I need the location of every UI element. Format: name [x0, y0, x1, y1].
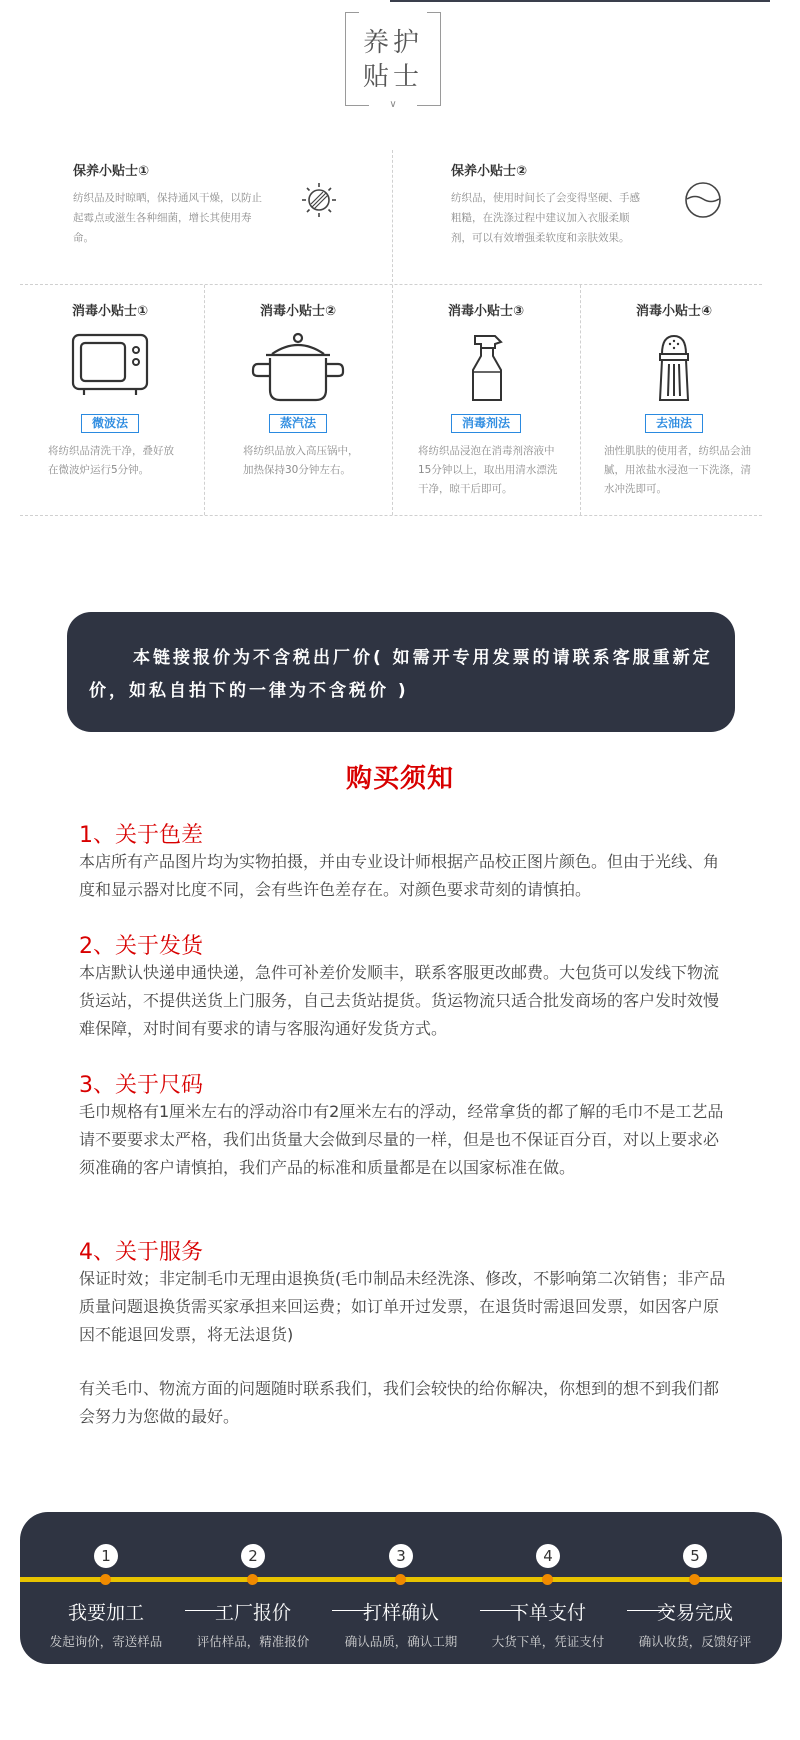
purchase-notice-title: 购买须知 [345, 764, 454, 794]
method-tag: 消毒剂法 [451, 414, 521, 433]
pressure-cooker-icon [250, 332, 346, 408]
notice-body-shipping: 本店默认快递申通快递，急件可补差价发顺丰，联系客服更改邮费。大包货可以发线下物流货运站，不提供送货上门服务，自己去货站提货。货运物流只适合批发商场的客户发时效慢难保障，对时间有要求的请与客服沟通好发货方式。 [79, 963, 720, 1038]
disinfection-tip-title: 消毒小贴士④ [635, 304, 712, 319]
notice-closing: 有关毛巾、物流方面的问题随时联系我们，我们会较快的给你解决，你想到的想不到我们都会努力为您做的最好。 [79, 1379, 720, 1426]
divider [392, 285, 393, 515]
method-tag: 微波法 [81, 414, 139, 433]
softener-icon [683, 180, 723, 224]
spray-bottle-icon [461, 332, 511, 408]
top-image-strip [390, 0, 770, 2]
divider [20, 284, 762, 285]
disinfection-tip-body: 将纺织品浸泡在消毒剂溶液中15分钟以上，取出用清水漂洗干净，晾干后即可。 [418, 445, 558, 495]
step-number: 1 [94, 1544, 118, 1568]
step-label: 工厂报价 [214, 1602, 291, 1624]
step-subtitle: 确认品质，确认工期 [344, 1634, 458, 1649]
method-tag: 蒸汽法 [269, 414, 327, 433]
maintenance-tip-body: 纺织品及时晾晒，保持通风干燥，以防止起霉点或滋生各种细菌，增长其使用寿命。 [73, 192, 262, 244]
disinfection-tip-body: 将纺织品清洗干净，叠好放在微波炉运行5分钟。 [48, 445, 174, 476]
notice-heading-shipping: 2、关于发货 [79, 934, 203, 959]
step-dot [100, 1574, 111, 1585]
maintenance-tip-body: 纺织品，使用时间长了会变得坚硬、手感粗糙，在洗涤过程中建议加入衣服柔顺剂，可以有效增强柔软度和亲肤效果。 [451, 192, 640, 244]
step-dot [395, 1574, 406, 1585]
step-subtitle: 评估样品，精准报价 [196, 1634, 310, 1649]
step-number: 5 [683, 1544, 707, 1568]
care-tips-header [345, 12, 441, 108]
order-process-bar [20, 1512, 782, 1664]
step-number: 4 [536, 1544, 560, 1568]
step-number: 2 [241, 1544, 265, 1568]
notice-heading-color-difference: 1、关于色差 [79, 823, 203, 848]
disinfection-tip-body: 油性肌肤的使用者，纺织品会油腻，用浓盐水浸泡一下洗涤，清水冲洗即可。 [604, 445, 751, 495]
microwave-icon [70, 332, 150, 402]
step-subtitle: 发起询价，寄送样品 [49, 1634, 163, 1649]
step-label: 打样确认 [362, 1602, 439, 1624]
notice-body-color-difference: 本店所有产品图片均为实物拍摄，并由专业设计师根据产品校正图片颜色。但由于光线、角度和显示器对比度不同，会有些许色差存在。对颜色要求苛刻的请慎拍。 [79, 852, 720, 899]
disinfection-tip-body: 将纺织品放入高压锅中，加热保持30分钟左右。 [243, 445, 359, 476]
step-subtitle: 大货下单，凭证支付 [491, 1634, 605, 1649]
step-label: 下单支付 [509, 1602, 586, 1624]
care-tips-title: 养护 贴士 [362, 28, 423, 92]
step-number: 3 [389, 1544, 413, 1568]
method-tag: 去油法 [645, 414, 703, 433]
step-dot [689, 1574, 700, 1585]
divider [20, 515, 762, 516]
step-subtitle: 确认收货，反馈好评 [638, 1634, 752, 1649]
disinfection-tip-title: 消毒小贴士② [259, 304, 336, 319]
disinfection-tip-title: 消毒小贴士③ [447, 304, 524, 319]
maintenance-tip-title: 保养小贴士② [451, 164, 528, 179]
divider [204, 285, 205, 515]
sun-icon [299, 180, 339, 224]
notice-body-size: 毛巾规格有1厘米左右的浮动浴巾有2厘米左右的浮动，经常拿货的都了解的毛巾不是工艺品请不要要求太严格，我们出货量大会做到尽量的一样，但是也不保证百分百，对以上要求必须准确的客户请慎拍，我们产品的标准和质量都是在以国家标准在做。 [79, 1102, 724, 1177]
step-dot [247, 1574, 258, 1585]
price-note-banner [67, 612, 735, 732]
maintenance-tip-title: 保养小贴士① [73, 164, 150, 179]
divider [392, 150, 393, 282]
salt-shaker-icon [652, 332, 696, 408]
price-note-text: 本链接报价为不含税出厂价( 如需开专用发票的请联系客服重新定价，如私自拍下的一律为不含税价 ) [89, 648, 713, 701]
divider [580, 285, 581, 515]
notice-heading-service: 4、关于服务 [79, 1240, 203, 1265]
step-dot [542, 1574, 553, 1585]
step-label: 交易完成 [656, 1602, 733, 1624]
disinfection-tip-title: 消毒小贴士① [71, 304, 148, 319]
notice-body-service: 保证时效；非定制毛巾无理由退换货(毛巾制品未经洗涤、修改，不影响第二次销售；非产品质量问题退换货需买家承担来回运费；如订单开过发票，在退货时需退回发票，如因客户原因不能退回发票，将无法退货) [79, 1269, 726, 1344]
chevron-down-icon: ∨ [389, 99, 397, 110]
notice-heading-size: 3、关于尺码 [79, 1073, 203, 1098]
step-label: 我要加工 [67, 1602, 144, 1624]
